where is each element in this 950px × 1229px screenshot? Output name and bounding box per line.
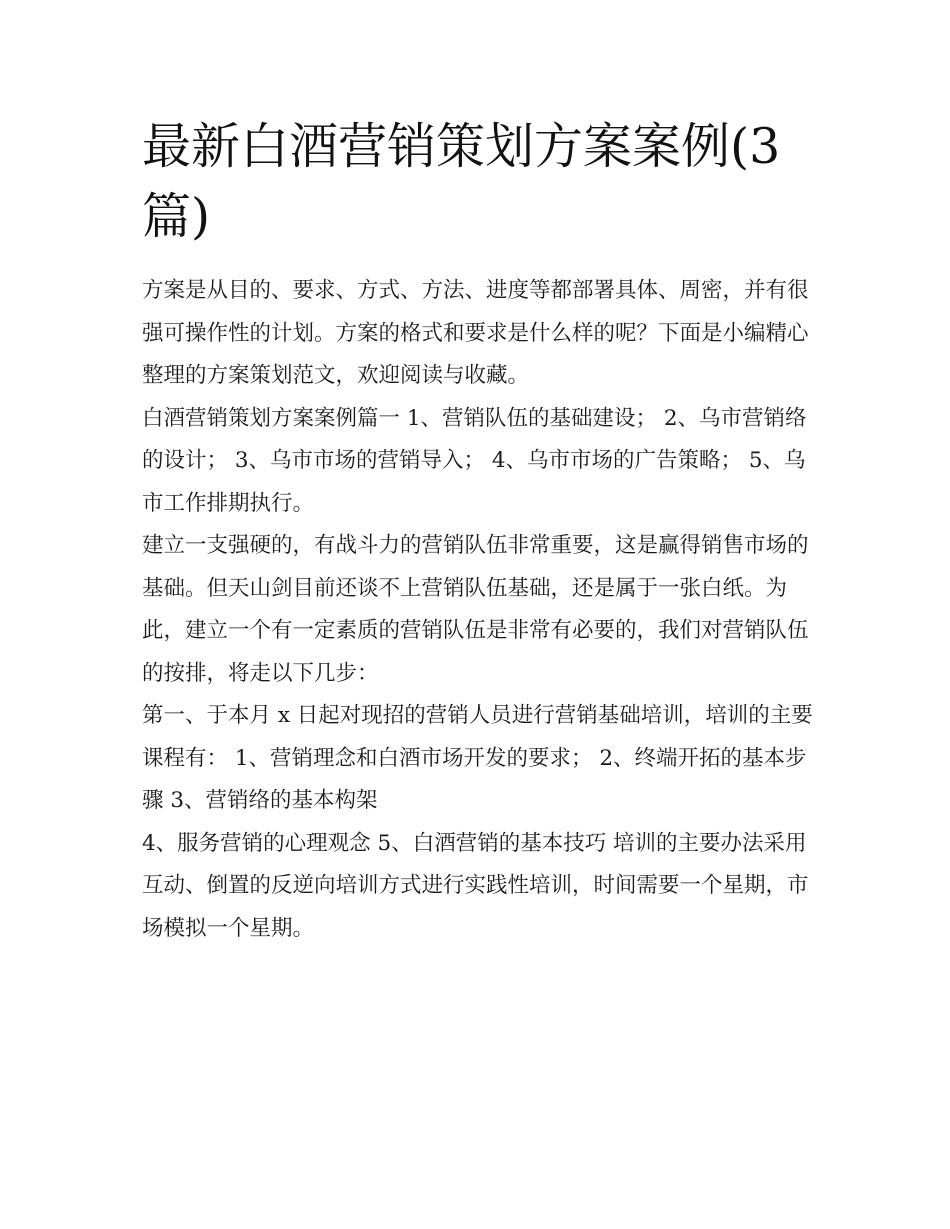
paragraph-training-step-one: 第一、于本月 x 日起对现招的营销人员进行营销基础培训，培训的主要课程有： 1、营销理念和白酒市场开发的要求； 2、终端开拓的基本步骤 3、营销络的基本构架 [142,703,813,813]
paragraph-intro: 方案是从目的、要求、方式、方法、进度等都部署具体、周密，并有很强可操作性的计划。方案的格式和要求是什么样的呢？下面是小编精心整理的方案策划范文，欢迎阅读与收藏。 [142,278,809,388]
document-body [142,270,814,950]
document-title: 最新白酒营销策划方案案例(3篇) [142,118,781,245]
paragraph-training-methods: 4、服务营销的心理观念 5、白酒营销的基本技巧 培训的主要办法采用互动、倒置的反逆向培训方式进行实践性培训，时间需要一个星期，市场模拟一个星期。 [142,830,809,941]
paragraph-outline: 白酒营销策划方案案例篇一 1、营销队伍的基础建设； 2、乌市营销络的设计； 3、乌市市场的营销导入； 4、乌市市场的广告策略； 5、乌市工作排期执行。 [142,405,807,516]
document-page [142,112,814,950]
paragraph-team-building: 建立一支强硬的，有战斗力的营销队伍非常重要，这是赢得销售市场的基础。但天山剑目前还谈不上营销队伍基础，还是属于一张白纸。为此，建立一个有一定素质的营销队伍是非常有必要的，我们对营销队伍的按排，将走以下几步： [142,533,809,686]
